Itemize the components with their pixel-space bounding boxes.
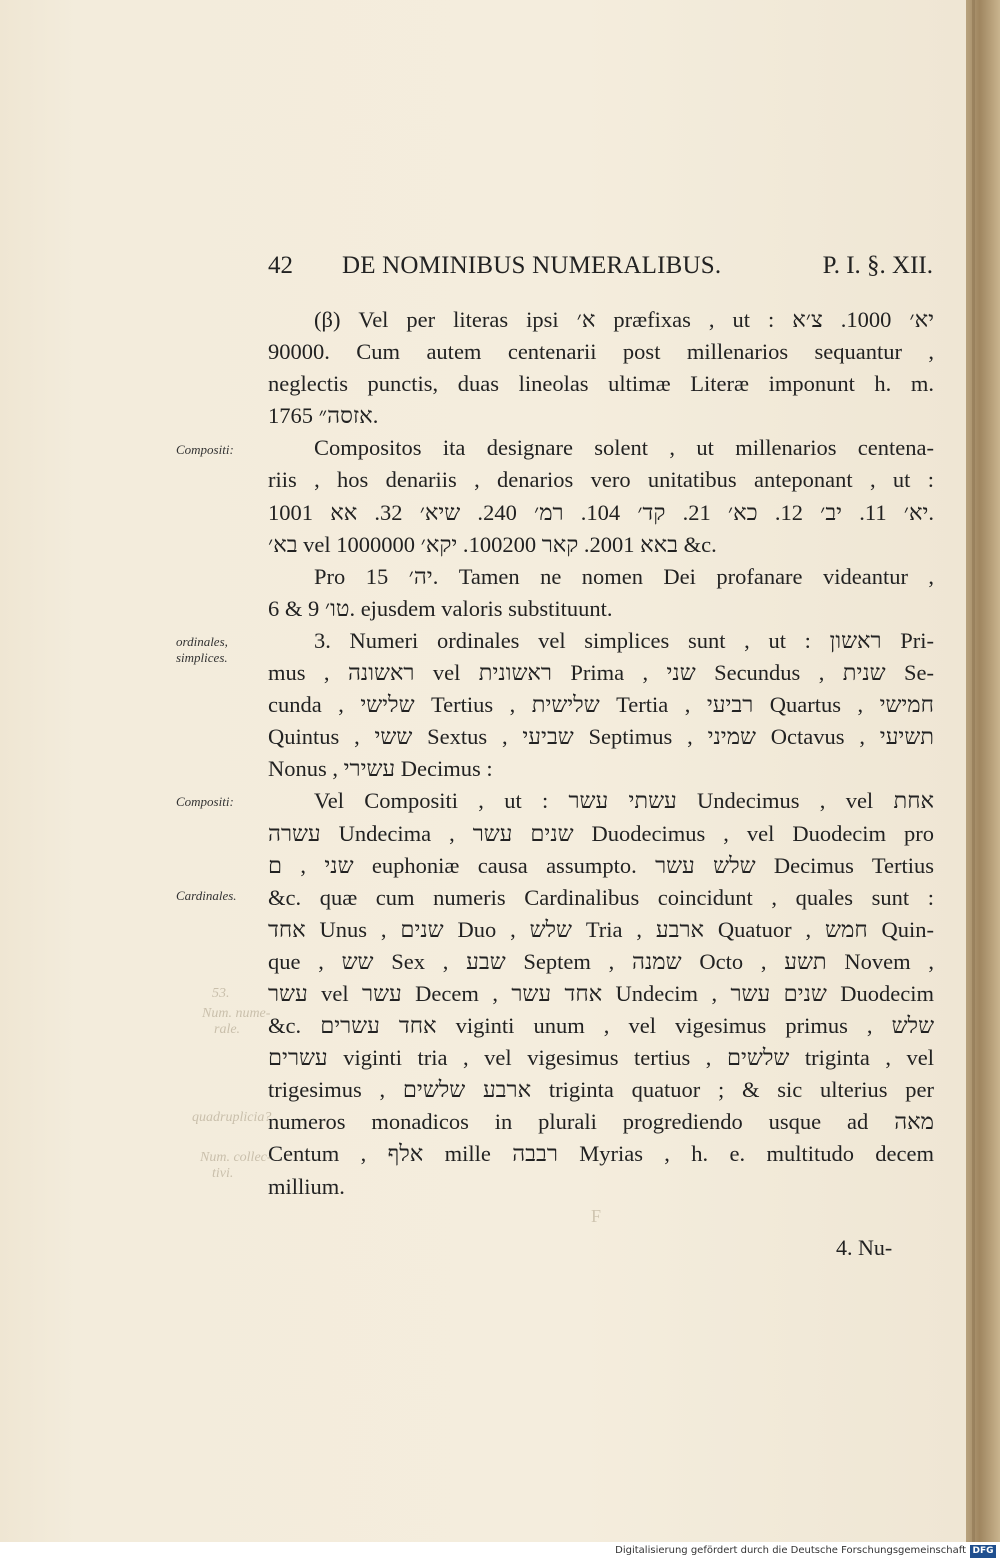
margin-note-cardinales: Cardinales. — [176, 888, 237, 903]
body-text — [268, 304, 934, 1203]
text-line: &c. quæ cum numeris Cardinalibus coincidunt , quales sunt : — [268, 884, 934, 910]
text-line: numeros monadicos in plurali progrediendo usque ad מאה — [268, 1109, 934, 1135]
text-line: טו׳ 9 & 6. ejusdem valoris substituunt. — [268, 595, 613, 621]
margin-note-compositi-2: Compositi: — [176, 794, 234, 809]
text-line: עשר vel עשר Decem , אחד עשר Undecim , שנים עשר Duodecim — [268, 980, 934, 1006]
text-line: mus , ראשונה vel ראשונית Prima , שני Secundus , שנית Se- — [268, 660, 934, 686]
dfg-logo-icon: DFG — [970, 1545, 996, 1558]
bleed-through-note: 53. — [212, 986, 230, 1001]
bleed-through-note: Num. nume- — [202, 1006, 271, 1021]
text-line: אזסה״ 1765. — [268, 403, 379, 429]
page-number: 42 — [268, 252, 293, 279]
text-line: Quintus , ששי Sextus , שביעי Septimus , שמיני Octavus , תשיעי — [268, 724, 934, 750]
catchword: 4. Nu- — [836, 1235, 893, 1260]
text-line: 90000. Cum autem centenarii post millenarios sequantur , — [268, 339, 934, 365]
text-line: בא׳ vel באא 2001. קאר 100200. יקא׳ 1000000 &c. — [268, 531, 717, 557]
margin-note-ordinales: ordinales, — [176, 634, 228, 649]
book-spine-edge — [966, 0, 1000, 1542]
text-line: millium. — [268, 1173, 345, 1199]
text-line: עשרה Undecima , שנים עשר Duodecimus , vel Duodecim pro — [268, 820, 934, 846]
margin-note-compositi: Compositi: — [176, 442, 234, 457]
text-line: אחד Unus , שנים Duo , שלש Tria , ארבע Quatuor , חמש Quin- — [268, 916, 934, 942]
signature-bleed: F — [591, 1206, 602, 1226]
text-line: (β) Vel per literas ipsi א׳ præfixas , ut : יא׳ 1000. צ׳א — [314, 307, 934, 332]
text-line: Compositos ita designare solent , ut millenarios centena- — [314, 435, 934, 461]
text-line: &c. אחד עשרים viginti unum , vel vigesimus primus , שלש — [268, 1013, 934, 1039]
bleed-through-note: quadruplicia? — [192, 1110, 272, 1125]
text-line: neglectis punctis, duas lineolas ultimæ Literæ imponunt h. m. — [268, 371, 934, 397]
text-line: שני , ם euphoniæ causa assumpto. שלש עשר Decimus Tertius — [268, 852, 934, 878]
running-header — [268, 252, 933, 288]
running-title: DE NOMINIBUS NUMERALIBUS. — [342, 252, 722, 279]
section-marker: P. I. §. XII. — [822, 252, 933, 279]
text-line: יא׳ 11. יב׳ 12. כא׳ 21. קד׳ 104. רמ׳ 240. שיא׳ 32. אא 1001. — [268, 499, 934, 525]
text-line: Pro יה׳ 15. Tamen ne nomen Dei profanare videantur , — [314, 563, 934, 589]
margin-note-simplices: simplices. — [176, 650, 228, 665]
footer-bar — [0, 1542, 1000, 1562]
text-line: עשרים viginti tria , vel vigesimus tertius , שלשים triginta , vel — [268, 1045, 934, 1071]
text-line: Vel Compositi , ut : עשתי עשר Undecimus , vel אחת — [314, 788, 934, 814]
text-line: que , שש Sex , שבע Septem , שמנה Octo , תשע Novem , — [268, 948, 934, 974]
text-line: 3. Numeri ordinales vel simplices sunt , ut : ראשון Pri- — [314, 627, 934, 653]
footer-credit: Digitalisierung gefördert durch die Deutsche Forschungsgemeinschaft — [615, 1545, 966, 1556]
bleed-through-note: Num. collec- — [200, 1150, 272, 1165]
text-line: Centum , אלף mille רבבה Myrias , h. e. multitudo decem — [268, 1141, 934, 1167]
text-line: Nonus , עשירי Decimus : — [268, 756, 493, 782]
bleed-through-note: rale. — [214, 1022, 241, 1037]
bleed-through-note: tivi. — [212, 1166, 234, 1181]
text-line: riis , hos denariis , denarios vero unitatibus anteponant , ut : — [268, 467, 934, 493]
text-line: cunda , שלישי Tertius , שלישית Tertia , רביעי Quartus , חמישי — [268, 692, 934, 718]
text-line: trigesimus , ארבע שלשים triginta quatuor ; & sic ulterius per — [268, 1077, 934, 1103]
